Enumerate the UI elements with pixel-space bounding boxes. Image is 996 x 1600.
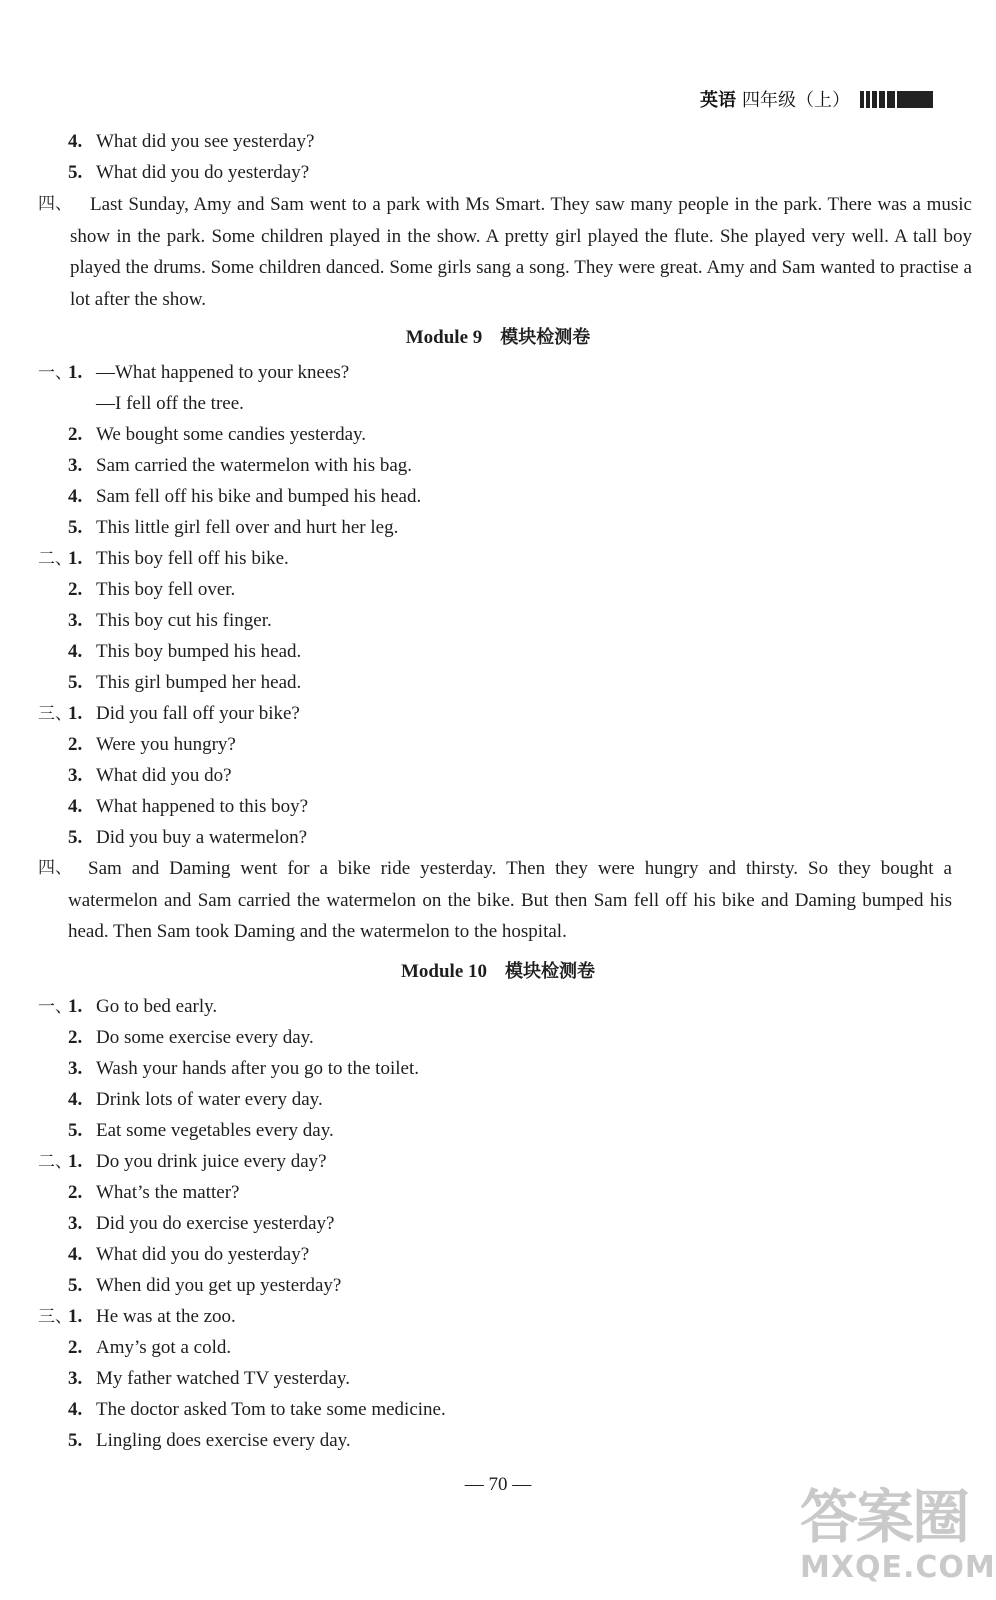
passage-paragraph: 四、 Last Sunday, Amy and Sam went to a park with Ms Smart. They saw many people in the park. There was a music show in the park. Some children played in the show. A pretty girl played the flute. She played very well. A tall boy played the drums. Some children danced. Some girls sang a song. They were great. Amy and Sam wanted to practise a lot after the show. (70, 189, 972, 315)
list-item: 2. This boy fell over. (68, 579, 236, 600)
list-item: 一、1. —What happened to your knees? (38, 362, 350, 383)
list-item: 2. What’s the matter? (68, 1182, 240, 1203)
list-item: 3. This boy cut his finger. (68, 610, 272, 631)
module-9-title: Module 9 模块检测卷 (405, 327, 591, 348)
list-item: 5. This little girl fell over and hurt her leg. (68, 517, 399, 538)
list-item: 一、1. Go to bed early. (38, 996, 218, 1017)
list-item: 4. The doctor asked Tom to take some medicine. (68, 1399, 446, 1420)
page-number: — 70 — (464, 1474, 532, 1495)
header-decoration-bars (860, 91, 933, 108)
list-item: 二、1. Do you drink juice every day? (38, 1151, 327, 1172)
section-label: 三、 (38, 704, 72, 724)
list-item: 3. Did you do exercise yesterday? (68, 1213, 335, 1234)
list-item: 2. Amy’s got a cold. (68, 1337, 232, 1358)
list-item: 2. We bought some candies yesterday. (68, 424, 367, 445)
watermark-logo (790, 1470, 996, 1595)
list-item: 4. This boy bumped his head. (68, 641, 302, 662)
list-item: 5. Lingling does exercise every day. (68, 1430, 351, 1451)
section-label: 二、 (38, 1152, 72, 1172)
list-item: 3. My father watched TV yesterday. (68, 1368, 350, 1389)
list-item: 5. Eat some vegetables every day. (68, 1120, 334, 1141)
module-10-title: Module 10 模块检测卷 (400, 961, 596, 982)
list-item: 2. Were you hungry? (68, 734, 236, 755)
list-item: 4. What did you do yesterday? (68, 1244, 310, 1265)
passage-paragraph: 四、 Sam and Daming went for a bike ride yesterday. Then they were hungry and thirsty. So they bought a watermelon and Sam carried the watermelon on the bike. But then Sam fell off his bike and Daming bumped his head. Then Sam took Daming and the watermelon to the hospital. (68, 853, 952, 948)
section-label: 四、 (38, 858, 72, 878)
list-item: 4. Drink lots of water every day. (68, 1089, 323, 1110)
list-item: 2. Do some exercise every day. (68, 1027, 314, 1048)
list-item: 三、1. Did you fall off your bike? (38, 703, 300, 724)
list-item: 5. When did you get up yesterday? (68, 1275, 342, 1296)
list-item: 3. Wash your hands after you go to the toilet. (68, 1058, 419, 1079)
list-item: 二、1. This boy fell off his bike. (38, 548, 289, 569)
section-label: 二、 (38, 549, 72, 569)
list-item: 4. Sam fell off his bike and bumped his head. (68, 486, 422, 507)
section-label: 四、 (38, 194, 72, 214)
list-item: 5. What did you do yesterday? (68, 162, 310, 183)
list-item: 4. What did you see yesterday? (68, 131, 315, 152)
section-label: 一、 (38, 363, 72, 383)
list-item: —I fell off the tree. (96, 393, 244, 414)
section-label: 一、 (38, 997, 72, 1017)
header-subject: 英语 (700, 90, 736, 111)
watermark-url: MXQE.COM (800, 1550, 996, 1585)
section-label: 三、 (38, 1307, 72, 1327)
list-item: 5. This girl bumped her head. (68, 672, 302, 693)
page-header (700, 86, 933, 112)
list-item: 4. What happened to this boy? (68, 796, 309, 817)
list-item: 三、1. He was at the zoo. (38, 1306, 236, 1327)
list-item: 5. Did you buy a watermelon? (68, 827, 308, 848)
list-item: 3. What did you do? (68, 765, 232, 786)
watermark-text: 答案圈 (800, 1483, 969, 1551)
list-item: 3. Sam carried the watermelon with his bag. (68, 455, 413, 476)
header-grade: 四年级（上） (742, 90, 850, 111)
